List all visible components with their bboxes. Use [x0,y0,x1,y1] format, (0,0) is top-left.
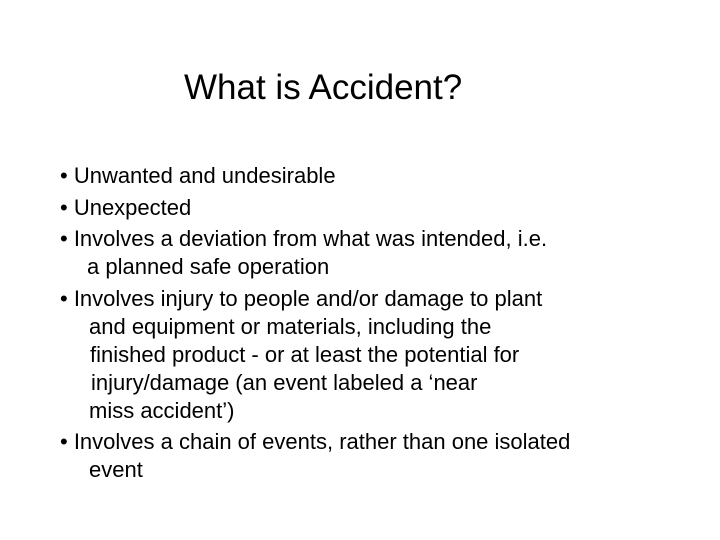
bullet-continuation: miss accident’) [89,397,235,423]
bullet-continuation: a planned safe operation [87,254,330,279]
bullet-text: • Involves a chain of events, rather than one isolated [60,429,571,454]
bullet-continuation: finished product - or at least the potential for [90,341,520,367]
bullet-text: • Involves a deviation from what was intended, i.e. [60,226,548,251]
slide-title: What is Accident? [184,68,463,107]
bullet-text: • Unexpected [60,194,192,220]
bullet-item [60,194,700,222]
bullet-continuation: and equipment or materials, including the [89,313,492,339]
bullet-item [60,428,700,484]
bullet-text: • Unwanted and undesirable [60,163,336,188]
bullet-item [60,162,700,190]
bullet-item [60,285,700,425]
bullet-continuation: injury/damage (an event labeled a ‘near [91,369,478,395]
bullet-text: • Involves injury to people and/or damage to plant [60,285,543,311]
bullet-item [60,225,700,281]
bullet-continuation: event [89,457,143,482]
bullet-list [60,162,700,488]
